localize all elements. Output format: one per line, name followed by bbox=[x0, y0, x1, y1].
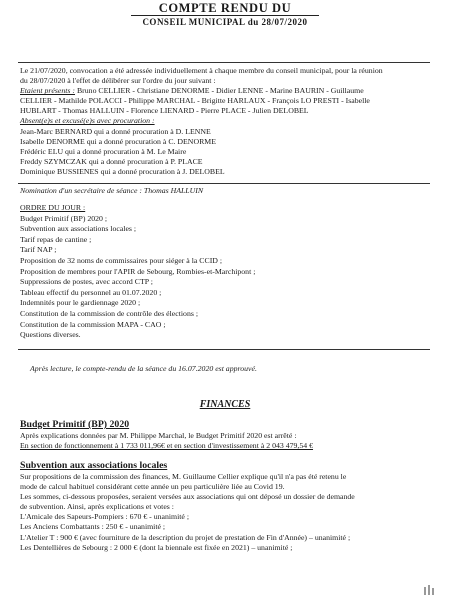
attendance-section bbox=[20, 66, 383, 196]
proxy-line: Freddy SZYMCZAK qui a donné procuration à P. PLACE bbox=[20, 156, 203, 166]
present-line: HUBLART - Thomas HALLUIN - Florence LIENARD - Pierre PLACE - Julien DELOBEL bbox=[20, 106, 309, 116]
subvention-line: mode de calcul habituel considérant cette année un peu particulière liée au Covid 19. bbox=[20, 482, 285, 492]
agenda-item: Proposition de membres pour l'APIR de Sebourg, Rombies-et-Marchipont ; bbox=[20, 266, 256, 276]
proxy-line: Isabelle DENORME qui a donné procuration à C. DENORME bbox=[20, 136, 216, 146]
subvention-section bbox=[20, 460, 355, 553]
subvention-line: Les Anciens Combattants : 250 € - unanimité ; bbox=[20, 522, 166, 532]
present-label: Etaient présents : bbox=[20, 86, 76, 96]
page-subtitle: CONSEIL MUNICIPAL du 28/07/2020 bbox=[142, 17, 308, 27]
agenda-heading: ORDRE DU JOUR : bbox=[20, 203, 86, 212]
finances-heading: FINANCES bbox=[199, 399, 251, 410]
budget-line: En section de fonctionnement à 1 733 011,96€ et en section d'investissement à 2 043 479,54 € bbox=[20, 441, 314, 451]
agenda-item: Tarif NAP ; bbox=[20, 245, 57, 255]
agenda-item: Proposition de 32 noms de commissaires pour siéger à la CCID ; bbox=[20, 255, 223, 265]
agenda-item: Constitution de la commission de contrôle des élections ; bbox=[20, 308, 198, 318]
agenda-item: Questions diverses. bbox=[20, 330, 81, 340]
budget-title: Budget Primitif (BP) 2020 bbox=[20, 419, 130, 430]
agenda-section bbox=[20, 203, 255, 341]
subvention-line: Les Dentellières de Sebourg : 2 000 € (dont la biennale est fixée en 2021) – unanimité ; bbox=[20, 542, 293, 552]
budget-section bbox=[20, 419, 313, 451]
subvention-title: Subvention aux associations locales bbox=[20, 460, 168, 471]
agenda-item: Tarif repas de cantine ; bbox=[20, 234, 92, 244]
page-corner-mark bbox=[424, 584, 436, 596]
agenda-item: Constitution de la commission MAPA - CAO ; bbox=[20, 319, 166, 329]
approval-section bbox=[30, 364, 257, 374]
subvention-line: de subvention. Ainsi, après explications et votes : bbox=[20, 502, 174, 512]
intro-line: du 28/07/2020 à l'effet de délibérer sur l'ordre du jour suivant : bbox=[20, 76, 216, 86]
agenda-item: Budget Primitif (BP) 2020 ; bbox=[20, 213, 108, 223]
present-line: Etaient présents : Bruno CELLIER - Christiane DENORME - Didier LENNE - Marine BAURIN - Guillaume bbox=[20, 86, 364, 96]
subvention-line: L'Amicale des Sapeurs-Pompiers : 670 € - unanimité ; bbox=[20, 512, 190, 522]
document-header bbox=[0, 1, 450, 28]
divider bbox=[18, 349, 430, 350]
agenda-item: Indemnités pour le gardiennage 2020 ; bbox=[20, 298, 141, 308]
intro-line: Le 21/07/2020, convocation a été adressée individuellement à chaque membre du conseil municipal, pour la réunion bbox=[20, 66, 383, 75]
subvention-line: Les sommes, ci-dessous proposées, seraient versées aux associations qui ont déposé un dossier de demande bbox=[20, 492, 355, 502]
proxy-line: Dominique BUSSIENES qui a donné procuration à J. DELOBEL bbox=[20, 166, 225, 176]
proxy-line: Frédéric ELU qui a donné procuration à M. Le Maire bbox=[20, 146, 187, 156]
title-underline bbox=[131, 15, 319, 16]
present-line: CELLIER - Mathilde POLACCI - Philippe MARCHAL - Brigitte HARLAUX - François LO PRESTI - Isabelle bbox=[20, 96, 370, 106]
subvention-line: Sur propositions de la commission des finances, M. Guillaume Cellier explique qu'il n'a pas été retenu le bbox=[20, 472, 347, 481]
agenda-item: Tableau effectif du personnel au 01.07.2020 ; bbox=[20, 287, 162, 297]
absent-label: Absent(e)s et excusé(e)s avec procuration : bbox=[20, 116, 155, 126]
agenda-item: Subvention aux associations locales ; bbox=[20, 224, 137, 234]
page-title: COMPTE RENDU DU bbox=[158, 1, 292, 15]
subvention-line: L'Atelier T : 900 € (avec fourniture de la description du projet de prestation de Fin d'Année) – unanimité ; bbox=[20, 532, 351, 542]
proxy-line: Jean-Marc BERNARD qui a donné procuration à D. LENNE bbox=[20, 126, 211, 136]
agenda-item: Suppressions de postes, avec accord CTP ; bbox=[20, 277, 153, 287]
budget-line: Après explications données par M. Philippe Marchal, le Budget Primitif 2020 est arrêté : bbox=[20, 431, 297, 440]
approval-line: Après lecture, le compte-rendu de la séance du 16.07.2020 est approuvé. bbox=[30, 364, 257, 373]
secretary-line: Nomination d'un secrétaire de séance : Thomas HALLUIN bbox=[20, 186, 204, 196]
